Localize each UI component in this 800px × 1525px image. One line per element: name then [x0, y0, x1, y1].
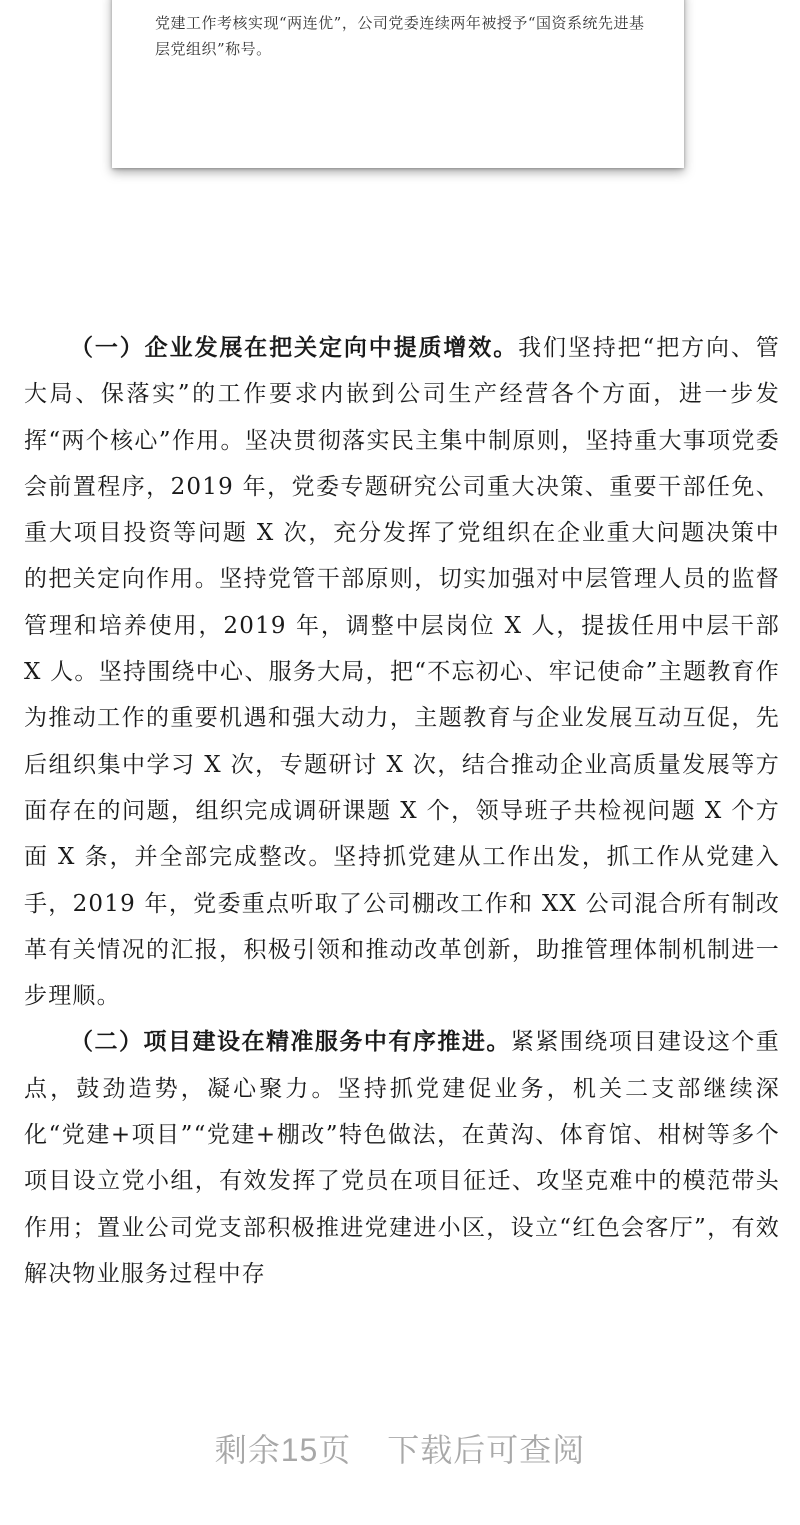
paragraph-1-text: 我们坚持把“把方向、管大局、保落实”的工作要求内嵌到公司生产经营各个方面，进一步发挥“两个核心”作用。坚决贯彻落实民主集中制原则，坚持重大事项党委会前置程序，2019 年，党委专题研究公司重大决策、重要干部任免、重大项目投资等问题 X 次，充分发挥了党组织在企业重大问题决策中的把关定向作用。坚持党管干部原则，切实加强对中层管理人员的监督管理和培养使用，2019 年，调整中层岗位 X 人，提拔任用中层干部 X 人。坚持围绕中心、服务大局，把“不忘初心、牢记使命”主题教育作为推动工作的重要机遇和强大动力，主题教育与企业发展互动互促，先后组织集中学习 X 次，专题研讨 X 次，结合推动企业高质量发展等方面存在的问题，组织完成调研课题 X 个，领导班子共检视问题 X 个方面 X 条，并全部完成整改。坚持抓党建从工作出发，抓工作从党建入手，2019 年，党委重点听取了公司棚改工作和 XX 公司混合所有制改革有关情况的汇报，积极引领和推动改革创新，助推管理体制机制进一步理顺。	[24, 335, 780, 1010]
section-heading-2: （二）项目建设在精准服务中有序推进。	[70, 1028, 511, 1056]
remaining-pages-label: 剩余15页	[214, 1432, 352, 1468]
paragraph-1	[24, 325, 780, 1019]
quote-card	[112, 0, 684, 168]
document-body	[24, 325, 780, 1297]
paragraph-2-text: 紧紧围绕项目建设这个重点，鼓劲造势，凝心聚力。坚持抓党建促业务，机关二支部继续深化“党建+项目”“党建+棚改”特色做法，在黄沟、体育馆、柑树等多个项目设立党小组，有效发挥了党员在项目征迁、攻坚克难中的模范带头作用；置业公司党支部积极推进党建进小区，设立“红色会客厅”，有效解决物业服务过程中存	[24, 1029, 780, 1287]
section-heading-1: （一）企业发展在把关定向中提质增效。	[70, 334, 519, 361]
download-prompt[interactable]	[0, 1425, 800, 1471]
paragraph-2	[24, 1019, 780, 1297]
download-label: 下载后可查阅	[387, 1432, 586, 1468]
card-text: 党建工作考核实现“两连优”，公司党委连续两年被授予“国资系统先进基层党组织”称号。	[155, 14, 645, 58]
